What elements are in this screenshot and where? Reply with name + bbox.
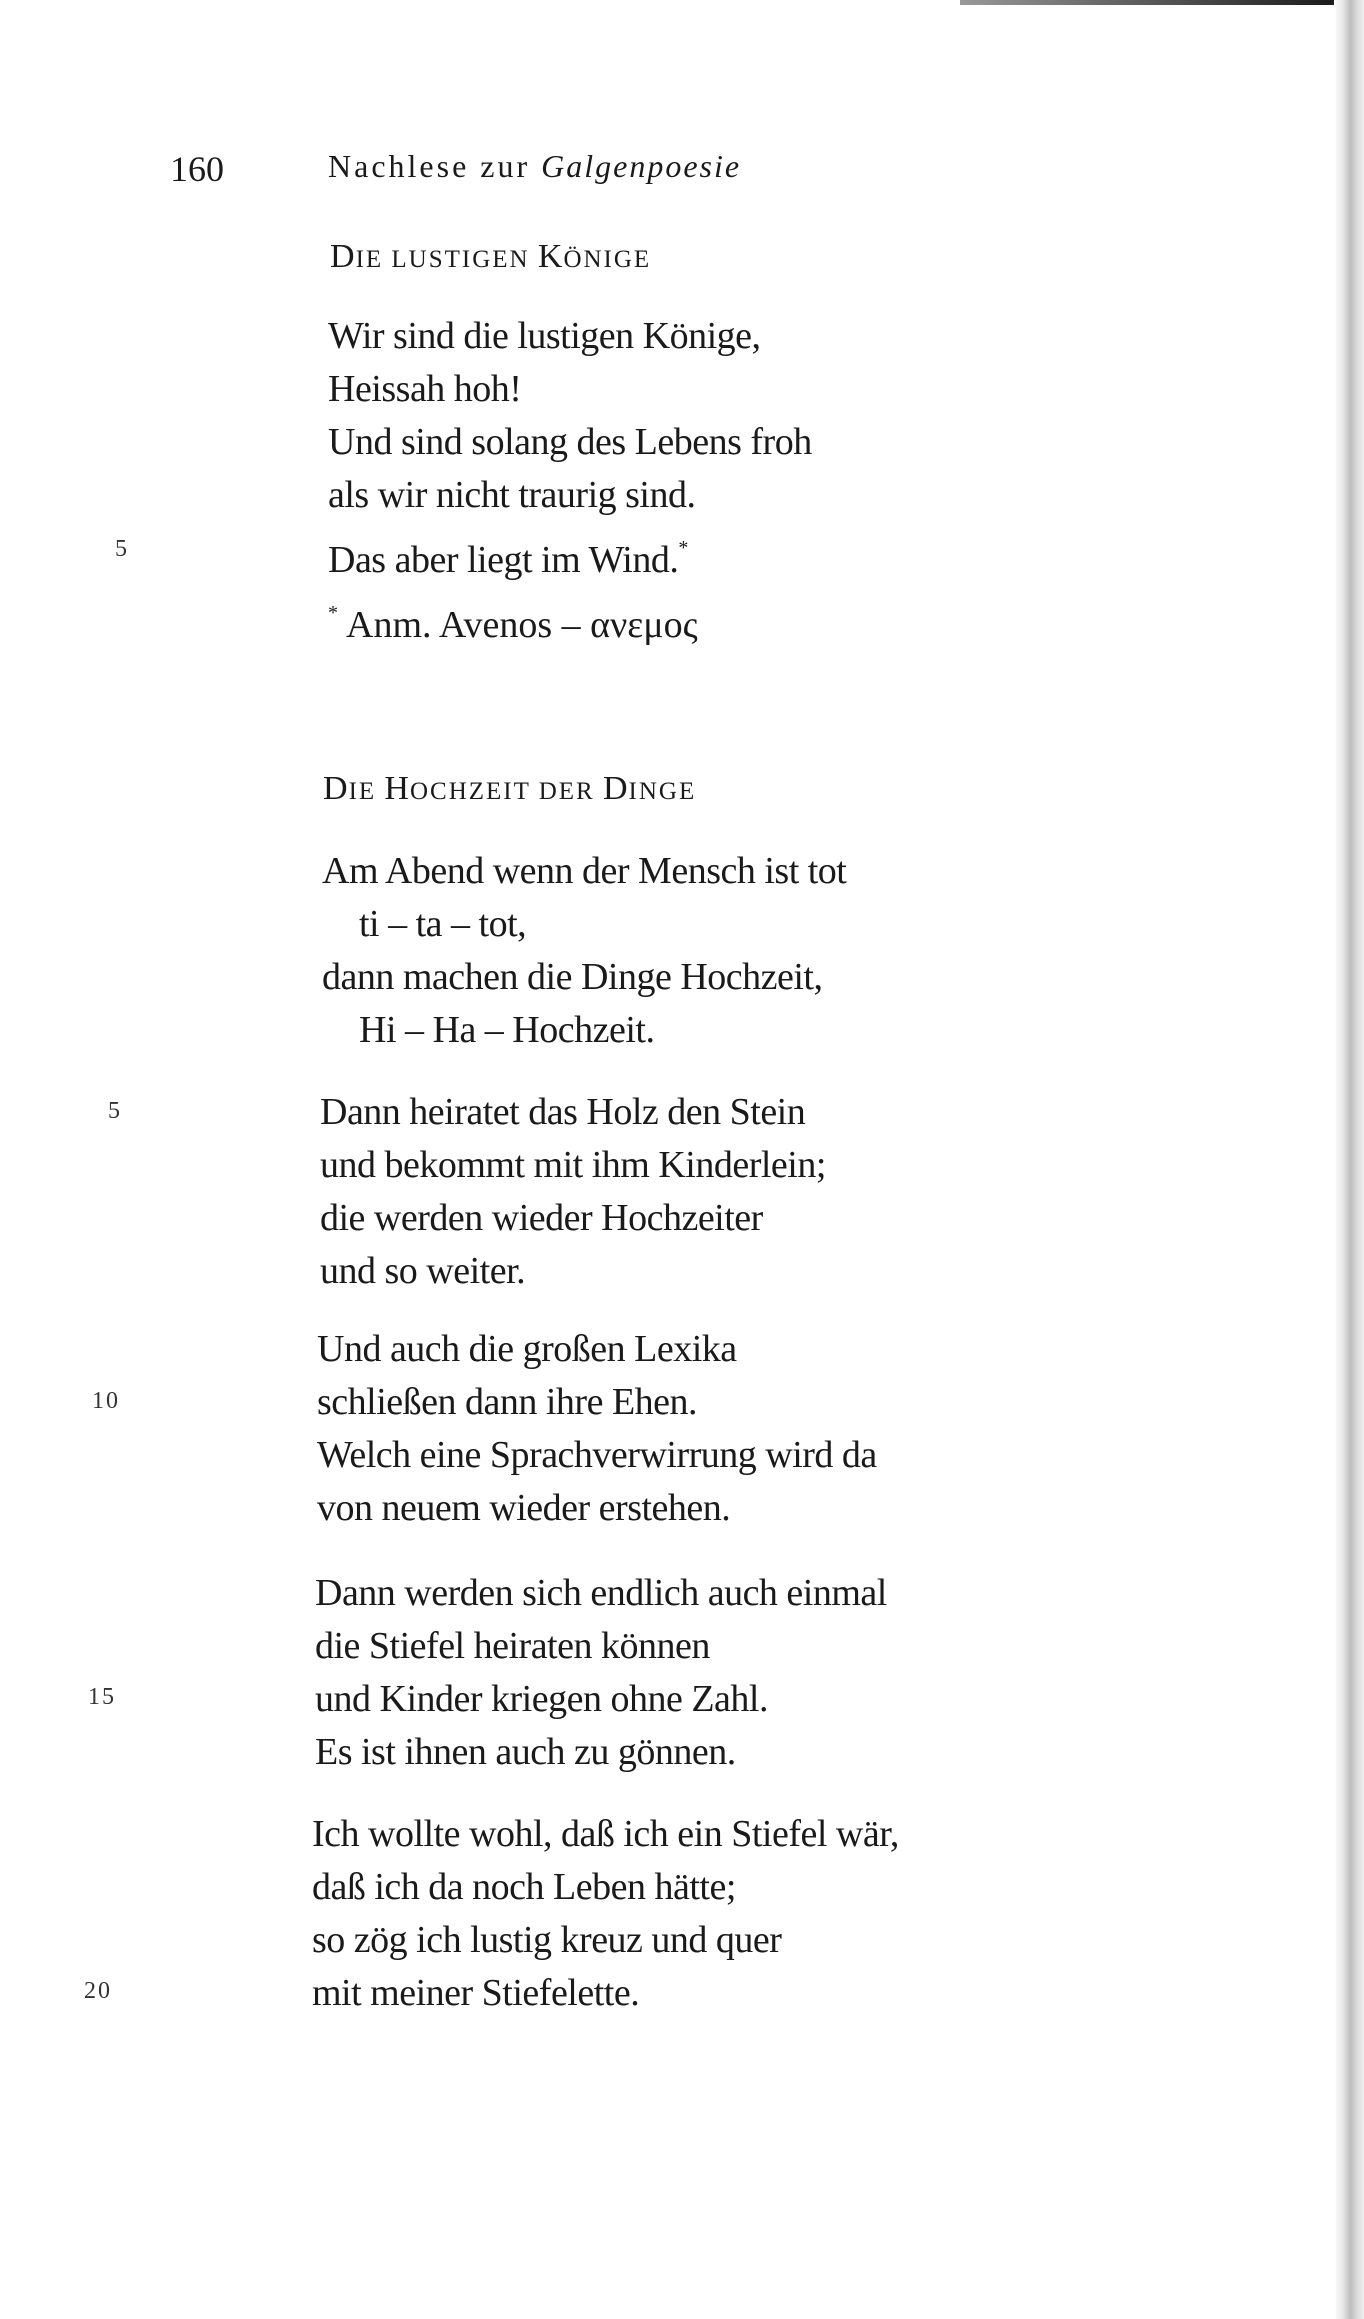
stanza [312,1808,899,2020]
footnote [328,602,698,647]
verse-line: Dann werden sich endlich auch einmal [315,1572,887,1614]
running-title [328,148,741,185]
stanza [315,1567,887,1779]
verse-line: Dann heiratet das Holz den Stein [320,1091,806,1133]
verse-line: die Stiefel heiraten können [315,1625,710,1667]
verse-line: Wir sind die lustigen Könige, [328,315,761,357]
verse-line: als wir nicht traurig sind. [328,474,696,516]
title-cap: D [602,770,629,807]
verse-line: Und auch die großen Lexika [317,1328,737,1370]
verse-line: Und sind solang des Lebens froh [328,421,812,463]
verse-line: und bekommt mit ihm Kinderlein; [320,1144,826,1186]
verse-line: und so weiter. [320,1250,526,1292]
poem-title [330,238,651,276]
title-smallcaps: INGE [628,778,697,805]
title-cap: H [384,770,410,807]
verse-line: von neuem wieder erstehen. [317,1487,731,1529]
line-number: 5 [108,1098,122,1124]
page-top-shadow [960,0,1364,5]
stanza [322,845,846,1057]
verse-line: Hi – Ha – Hochzeit. [359,1009,655,1051]
verse-line: Es ist ihnen auch zu gönnen. [315,1731,736,1773]
line-number: 20 [84,1978,112,2004]
verse-line: Ich wollte wohl, daß ich ein Stiefel wär, [312,1813,899,1855]
title-smallcaps: OCHZEIT DER [409,778,603,805]
title-cap: K [537,238,564,275]
stanza [328,310,812,581]
running-title-italic: Galgenpoesie [541,148,742,184]
verse-line: Am Abend wenn der Mensch ist tot [322,850,847,892]
title-smallcaps: IE LUSTIGEN [355,246,538,273]
verse-line: dann machen die Dinge Hochzeit, [322,956,823,998]
footnote-text: Anm. Avenos – ανεμος [346,604,698,646]
verse-line: mit meiner Stiefelette. [312,1972,640,2014]
title-smallcaps: IE [348,778,385,805]
title-cap: D [323,770,349,807]
footnote-marker: * [678,537,688,559]
title-cap: D [330,238,356,275]
stanza [317,1323,877,1535]
verse-line: Welch eine Sprachverwirrung wird da [317,1434,877,1476]
running-title-plain: Nachlese zur [328,148,531,184]
verse-line: Heissah hoh! [328,368,522,410]
page-number: 160 [170,149,224,189]
stanza [320,1086,826,1298]
title-smallcaps: ÖNIGE [563,246,652,273]
verse-line: und Kinder kriegen ohne Zahl. [315,1678,768,1720]
verse-line: daß ich da noch Leben hätte; [312,1866,736,1908]
page-edge-shadow [1334,0,1364,2319]
verse-line: so zög ich lustig kreuz und quer [312,1919,782,1961]
verse-line: schließen dann ihre Ehen. [317,1381,698,1423]
poem-title [323,770,696,808]
line-number: 15 [88,1684,116,1710]
line-number: 10 [92,1388,120,1414]
verse-line-with-note: Das aber liegt im Wind.* [328,537,688,581]
verse-line: die werden wieder Hochzeiter [320,1197,763,1239]
line-number: 5 [115,536,129,562]
verse-line: ti – ta – tot, [359,903,527,945]
footnote-marker: * [328,602,338,624]
